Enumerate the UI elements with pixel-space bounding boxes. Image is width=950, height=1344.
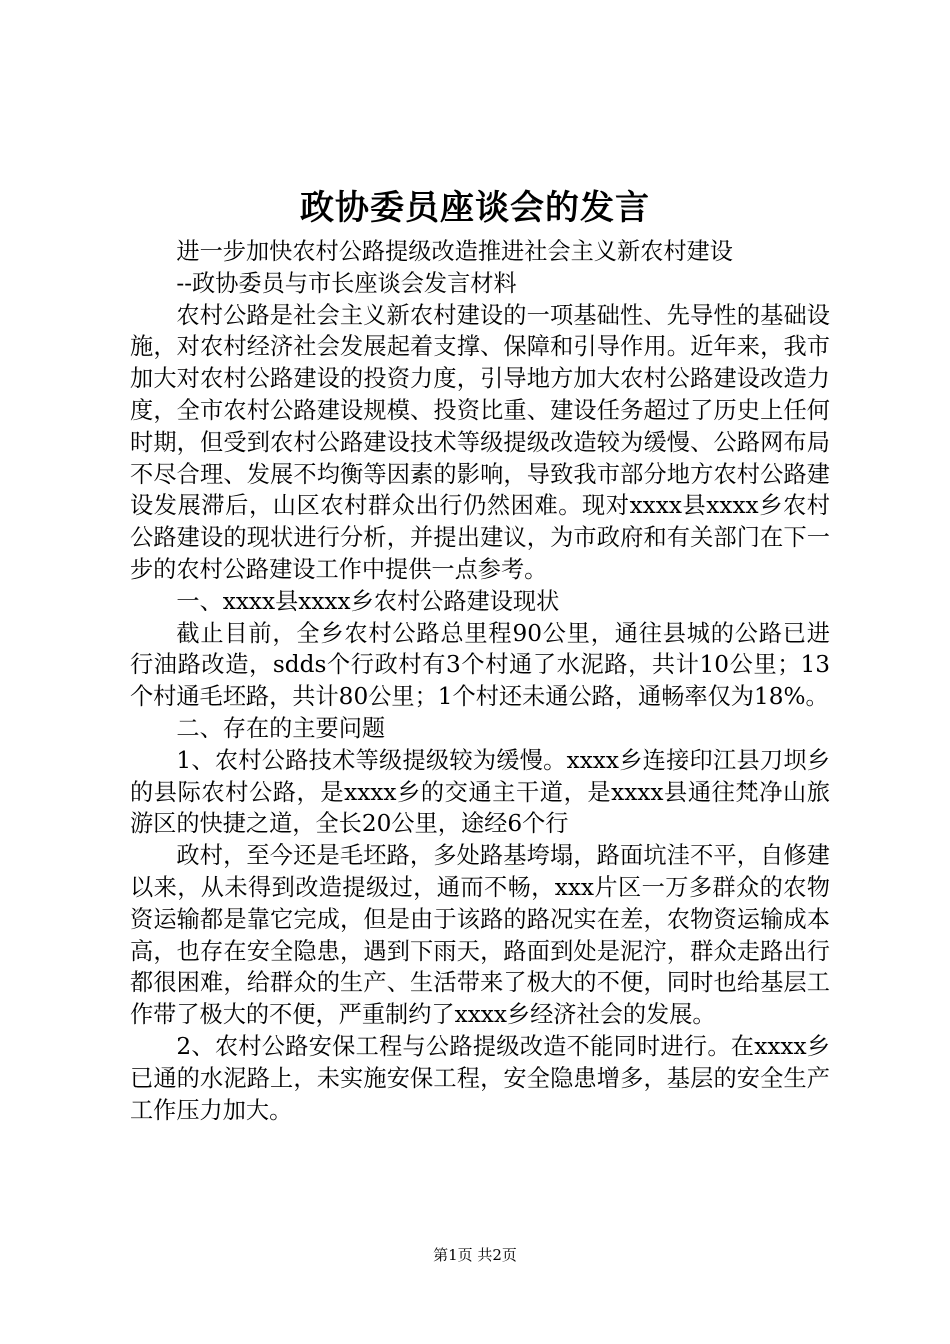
section-heading-problems: 二、存在的主要问题 bbox=[176, 714, 386, 742]
page-footer: 第1页 共2页 bbox=[433, 1246, 517, 1264]
paragraph-problem-2: 2、农村公路安保工程与公路提级改造不能同时进行。在xxxx乡已通的水泥路上，未实施安保工程，安全隐患增多，基层的安全生产工作压力加大。 bbox=[130, 1032, 830, 1124]
paragraph-problem-1-continued: 政村，至今还是毛坯路，多处路基垮塌，路面坑洼不平，自修建以来，从未得到改造提级过，通而不畅，xxx片区一万多群众的农物资运输都是靠它完成，但是由于该路的路况实在差，农物资运输成本高，也存在安全隐患，遇到下雨天，路面到处是泥泞，群众走路出行都很困难，给群众的生产、生活带来了极大的不便，同时也给基层工作带了极大的不便，严重制约了xxxx乡经济社会的发展。 bbox=[130, 842, 830, 1029]
subtitle-line-2: --政协委员与市长座谈会发言材料 bbox=[176, 269, 517, 297]
paragraph-problem-1: 1、农村公路技术等级提级较为缓慢。xxxx乡连接印江县刀坝乡的县际农村公路，是xxxx乡的交通主干道，是xxxx县通往梵净山旅游区的快捷之道，全长20公里，途经6个行 bbox=[130, 746, 830, 838]
section-heading-status: 一、xxxx县xxxx乡农村公路建设现状 bbox=[176, 587, 560, 615]
document-body bbox=[130, 236, 830, 1126]
paragraph-intro: 农村公路是社会主义新农村建设的一项基础性、先导性的基础设施，对农村经济社会发展起着支撑、保障和引导作用。近年来，我市加大对农村公路建设的投资力度，引导地方加大农村公路建设改造力度，全市农村公路建设规模、投资比重、建设任务超过了历史上任何时期，但受到农村公路建设技术等级提级改造较为缓慢、公路网布局不尽合理、发展不均衡等因素的影响，导致我市部分地方农村公路建设发展滞后，山区农村群众出行仍然困难。现对xxxx县xxxx乡农村公路建设的现状进行分析，并提出建议，为市政府和有关部门在下一步的农村公路建设工作中提供一点参考。 bbox=[130, 301, 830, 583]
document-title: 政协委员座谈会的发言 bbox=[300, 188, 650, 228]
subtitle-line-1: 进一步加快农村公路提级改造推进社会主义新农村建设 bbox=[176, 238, 733, 265]
paragraph-status: 截止目前，全乡农村公路总里程90公里，通往县城的公路已进行油路改造，sdds个行政村有3个村通了水泥路，共计10公里；13个村通毛坯路，共计80公里；1个村还未通公路，通畅率仅为18%。 bbox=[130, 619, 830, 711]
